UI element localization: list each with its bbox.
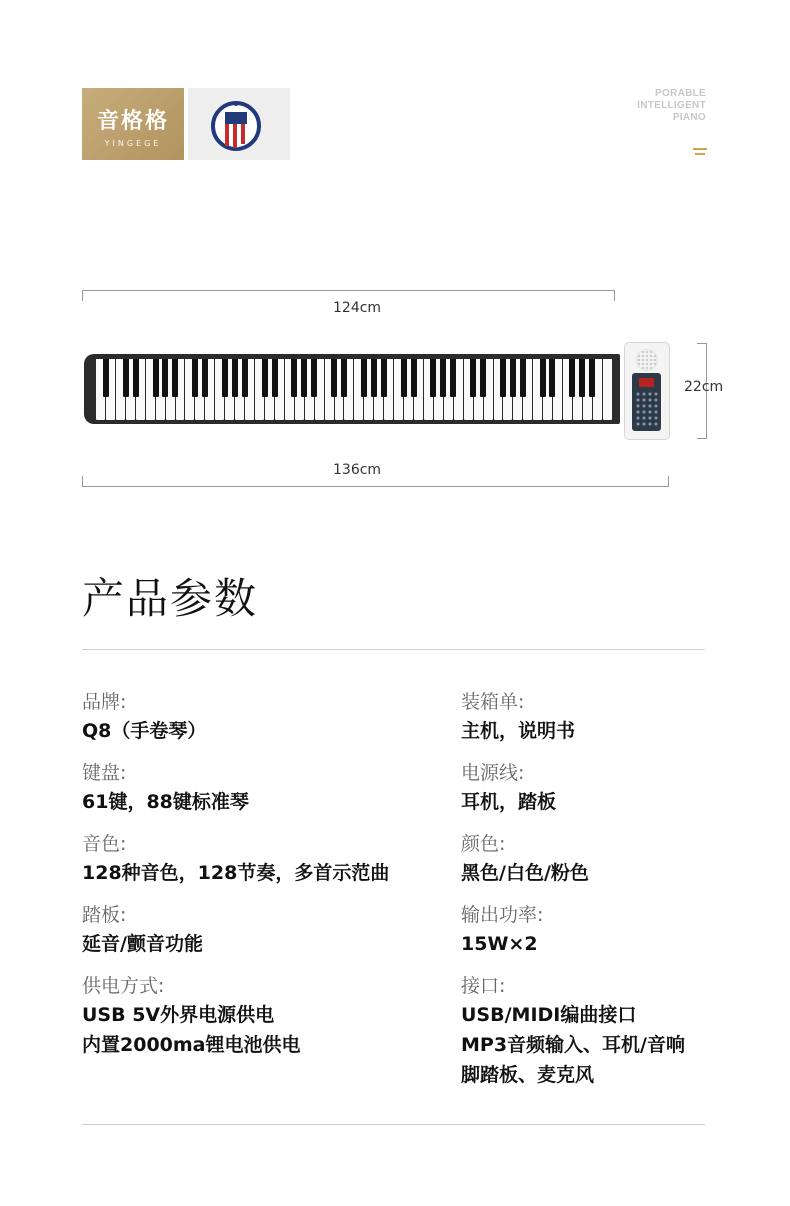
black-key — [569, 359, 575, 397]
brand-name-en: YINGEGE — [104, 139, 162, 148]
spec-value: 内置2000ma锂电池供电 — [82, 1034, 301, 1056]
black-key — [411, 359, 417, 397]
black-key — [331, 359, 337, 397]
spec-label: 品牌: — [82, 691, 127, 713]
black-key — [222, 359, 228, 397]
black-key — [153, 359, 159, 397]
spec-tones — [82, 830, 412, 888]
black-key — [450, 359, 456, 397]
roll-up-piano-keyboard — [84, 354, 620, 424]
spec-pedal — [82, 901, 412, 959]
black-key — [341, 359, 347, 397]
spec-value: 脚踏板、麦克风 — [461, 1064, 595, 1086]
control-unit — [624, 342, 670, 440]
brand-logo — [82, 88, 184, 160]
spec-power-supply — [82, 972, 412, 1060]
spec-output-power — [461, 901, 790, 959]
black-key — [162, 359, 168, 397]
spec-power-cable — [461, 759, 790, 817]
spec-keyboard — [82, 759, 412, 817]
menu-icon[interactable] — [693, 148, 707, 160]
display-screen — [639, 378, 654, 387]
spec-value: 延音/颤音功能 — [82, 933, 203, 955]
black-key — [291, 359, 297, 397]
panel-buttons — [635, 391, 659, 427]
spec-value: 15W×2 — [461, 933, 538, 955]
spec-label: 电源线: — [461, 762, 525, 784]
black-key — [549, 359, 555, 397]
spec-label: 供电方式: — [82, 975, 165, 997]
black-key — [381, 359, 387, 397]
flag-emblem-icon — [188, 88, 290, 160]
spec-value: USB/MIDI编曲接口 — [461, 1004, 637, 1026]
brand-name-cn: 音格格 — [96, 109, 169, 134]
spec-value: 128种音色，128节奏，多首示范曲 — [82, 862, 390, 884]
black-key — [361, 359, 367, 397]
black-key — [470, 359, 476, 397]
black-key — [480, 359, 486, 397]
black-key — [540, 359, 546, 397]
spec-value: USB 5V外界电源供电 — [82, 1004, 275, 1026]
spec-value: 黑色/白色/粉色 — [461, 862, 589, 884]
spec-package — [461, 688, 790, 746]
black-key — [192, 359, 198, 397]
dimension-height-label: 22cm — [684, 379, 724, 395]
spec-label: 接口: — [461, 975, 506, 997]
black-key — [579, 359, 585, 397]
divider-top — [82, 649, 705, 650]
black-key — [133, 359, 139, 397]
black-key — [371, 359, 377, 397]
spec-label: 踏板: — [82, 904, 127, 926]
spec-interface — [461, 972, 790, 1090]
black-key — [510, 359, 516, 397]
black-key — [202, 359, 208, 397]
spec-value: 耳机，踏板 — [461, 791, 557, 813]
tagline — [637, 88, 706, 124]
black-key — [520, 359, 526, 397]
section-title: 产品参数 — [82, 574, 259, 623]
tagline-line-2: INTELLIGENT — [637, 100, 706, 111]
black-key — [232, 359, 238, 397]
tagline-line-1: PORABLE — [655, 88, 706, 99]
dimension-top-label: 124cm — [333, 300, 382, 316]
divider-bottom — [82, 1124, 705, 1125]
spec-label: 输出功率: — [461, 904, 544, 926]
black-key — [272, 359, 278, 397]
black-key — [589, 359, 595, 397]
tagline-line-3: PIANO — [672, 112, 706, 123]
spec-label: 装箱单: — [461, 691, 525, 713]
spec-label: 音色: — [82, 833, 127, 855]
spec-color — [461, 830, 790, 888]
spec-brand — [82, 688, 412, 746]
spec-value: 61键，88键标准琴 — [82, 791, 249, 813]
black-key — [103, 359, 109, 397]
flag-emblem-logo — [188, 88, 290, 160]
black-keys — [96, 359, 612, 397]
spec-label: 颜色: — [461, 833, 506, 855]
black-key — [301, 359, 307, 397]
spec-value: Q8（手卷琴） — [82, 720, 207, 742]
black-key — [172, 359, 178, 397]
dimension-bottom-label: 136cm — [333, 462, 382, 478]
speaker-icon — [636, 349, 658, 371]
black-key — [500, 359, 506, 397]
black-key — [123, 359, 129, 397]
spec-value: 主机，说明书 — [461, 720, 576, 742]
spec-label: 键盘: — [82, 762, 127, 784]
black-key — [311, 359, 317, 397]
black-key — [262, 359, 268, 397]
black-key — [242, 359, 248, 397]
black-key — [440, 359, 446, 397]
control-panel — [632, 373, 661, 431]
black-key — [430, 359, 436, 397]
spec-value: MP3音频输入、耳机/音响 — [461, 1034, 685, 1056]
black-key — [401, 359, 407, 397]
